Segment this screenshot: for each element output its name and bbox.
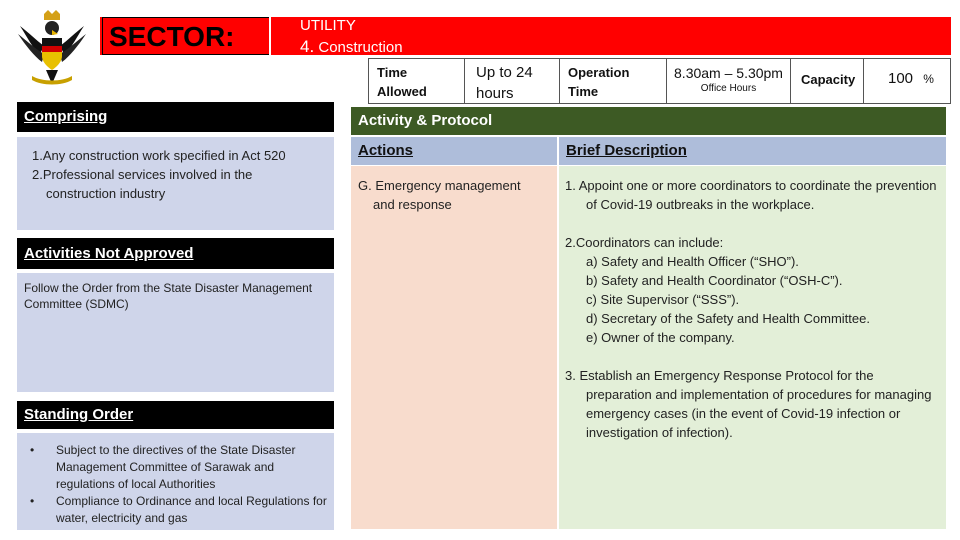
time-allowed-label-line2: Allowed bbox=[377, 84, 427, 99]
operation-label-cell bbox=[559, 58, 667, 104]
capacity-value: 100 bbox=[888, 70, 914, 87]
sector-subsector-name: Construction bbox=[314, 39, 403, 56]
capacity-label: Capacity bbox=[801, 72, 856, 87]
description-item-2-intro: 2.Coordinators can include: bbox=[565, 235, 724, 250]
description-item-3: 3. Establish an Emergency Response Protocol for the preparation and implementation of procedures for managing emergency cases (in the event of Covid-19 infection or investigation of infection). bbox=[565, 368, 932, 440]
coordinator-list-item: b) Safety and Health Coordinator (“OSH-C”). bbox=[586, 273, 843, 288]
sector-label: SECTOR: bbox=[102, 17, 270, 55]
capacity-unit: % bbox=[923, 72, 934, 86]
activity-protocol-title: Activity & Protocol bbox=[351, 107, 946, 135]
sector-name: UTILITY bbox=[300, 17, 356, 34]
actions-cell bbox=[351, 166, 557, 529]
time-allowed-label-cell bbox=[368, 58, 465, 104]
description-column-header: Brief Description bbox=[559, 137, 946, 165]
sector-number: 4. bbox=[300, 37, 315, 56]
comprising-box bbox=[17, 137, 334, 230]
coordinator-list-item: c) Site Supervisor (“SSS”). bbox=[586, 292, 740, 307]
standing-order-title: Standing Order bbox=[17, 401, 334, 429]
bullet-icon: • bbox=[30, 494, 35, 508]
standing-order-box bbox=[17, 433, 334, 530]
coat-of-arms-logo bbox=[14, 8, 90, 88]
standing-order-text: Subject to the directives of the State Disaster Management Committee of Sarawak and regulations of local Authorities bbox=[56, 443, 296, 491]
not-approved-text: Follow the Order from the State Disaster Management Committee (SDMC) bbox=[24, 281, 313, 311]
comprising-item: 2.Professional services involved in the construction industry bbox=[32, 167, 253, 201]
coordinator-list-item: a) Safety and Health Officer (“SHO”). bbox=[586, 254, 799, 269]
standing-order-item bbox=[27, 442, 330, 493]
capacity-value-cell bbox=[863, 58, 951, 104]
description-item-1: 1. Appoint one or more coordinators to coordinate the prevention of Covid-19 outbreaks in the workplace. bbox=[565, 178, 937, 212]
standing-order-item bbox=[27, 493, 330, 527]
time-allowed-value-line2: hours bbox=[476, 85, 514, 102]
operation-label-line1: Operation bbox=[568, 65, 630, 80]
time-allowed-value-cell bbox=[464, 58, 560, 104]
coordinator-list-item: d) Secretary of the Safety and Health Committee. bbox=[586, 311, 870, 326]
actions-column-header: Actions bbox=[351, 137, 557, 165]
not-approved-title: Activities Not Approved bbox=[17, 238, 334, 269]
sector-subsector bbox=[300, 37, 403, 58]
time-allowed-label-line1: Time bbox=[377, 65, 408, 80]
operation-value-cell bbox=[666, 58, 791, 104]
capacity-label-cell bbox=[790, 58, 864, 104]
action-text: G. Emergency management and response bbox=[358, 178, 521, 212]
operation-hours: 8.30am – 5.30pm bbox=[674, 65, 783, 81]
operation-note: Office Hours bbox=[700, 83, 757, 94]
time-allowed-value-line1: Up to 24 bbox=[476, 64, 533, 81]
comprising-title: Comprising bbox=[17, 102, 334, 132]
operation-label-line2: Time bbox=[568, 84, 599, 99]
standing-order-text: Compliance to Ordinance and local Regulations for water, electricity and gas bbox=[56, 494, 327, 525]
bullet-icon: • bbox=[30, 443, 35, 457]
sector-divider bbox=[269, 17, 271, 55]
comprising-item: 1.Any construction work specified in Act 520 bbox=[32, 148, 286, 163]
coordinator-list-item: e) Owner of the company. bbox=[586, 330, 735, 345]
description-cell bbox=[559, 166, 946, 529]
not-approved-box bbox=[17, 273, 334, 392]
